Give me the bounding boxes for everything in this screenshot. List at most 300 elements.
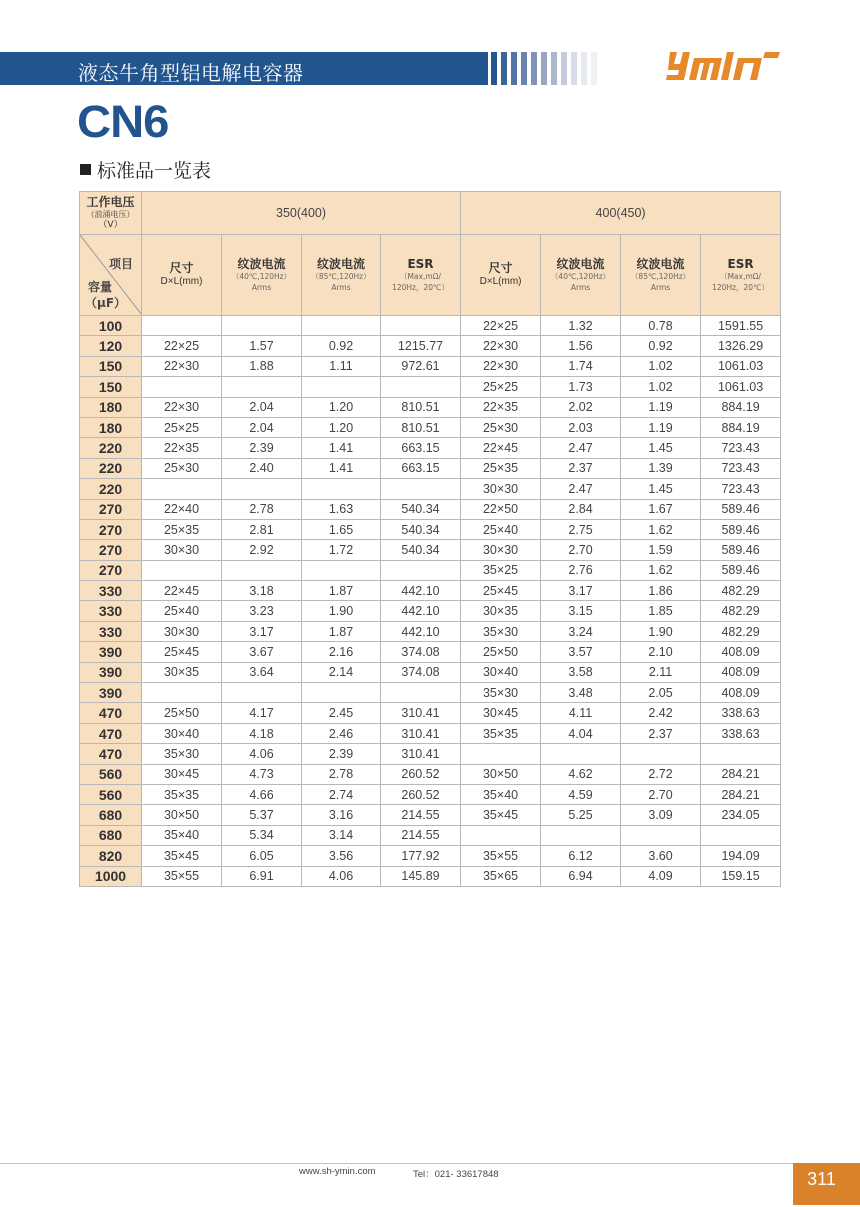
col-ripple40-b bbox=[541, 235, 621, 316]
size-cell-a: 25×35 bbox=[142, 519, 222, 539]
ripple40-cell-b: 3.57 bbox=[541, 642, 621, 662]
size-cell-b: 25×45 bbox=[461, 581, 541, 601]
esr-cell-b: 723.43 bbox=[701, 458, 781, 478]
ripple85-cell-a bbox=[302, 377, 381, 397]
table-row bbox=[80, 662, 781, 682]
esr-cell-b bbox=[701, 744, 781, 764]
ripple85-cell-a bbox=[302, 479, 381, 499]
size-cell-a bbox=[142, 683, 222, 703]
ymin-logo bbox=[664, 50, 782, 86]
ripple40-cell-a bbox=[222, 316, 302, 336]
capacitance-cell: 390 bbox=[80, 642, 142, 662]
esr-cell-b: 589.46 bbox=[701, 560, 781, 580]
ripple85-cell-a: 2.14 bbox=[302, 662, 381, 682]
esr-cell-a: 442.10 bbox=[381, 621, 461, 641]
size-cell-b bbox=[461, 825, 541, 845]
esr-cell-b: 1326.29 bbox=[701, 336, 781, 356]
ripple85-cell-a: 1.11 bbox=[302, 356, 381, 376]
col-sub: Arms bbox=[650, 283, 671, 292]
table-row bbox=[80, 683, 781, 703]
ripple40-cell-b: 3.17 bbox=[541, 581, 621, 601]
ripple40-cell-a: 6.91 bbox=[222, 866, 302, 886]
capacitance-cell: 220 bbox=[80, 479, 142, 499]
size-cell-b: 30×35 bbox=[461, 601, 541, 621]
size-cell-a bbox=[142, 316, 222, 336]
esr-cell-a bbox=[381, 377, 461, 397]
ripple85-cell-b: 1.19 bbox=[621, 397, 701, 417]
ripple40-cell-b: 5.25 bbox=[541, 805, 621, 825]
ripple85-cell-b: 1.62 bbox=[621, 560, 701, 580]
esr-cell-b: 723.43 bbox=[701, 479, 781, 499]
ripple40-cell-a: 2.04 bbox=[222, 397, 302, 417]
table-row bbox=[80, 703, 781, 723]
esr-cell-a: 214.55 bbox=[381, 825, 461, 845]
ripple85-cell-a: 1.87 bbox=[302, 621, 381, 641]
capacitance-cell: 560 bbox=[80, 784, 142, 804]
ripple85-cell-a bbox=[302, 683, 381, 703]
col-sub: D×L(mm) bbox=[479, 276, 522, 287]
size-cell-a bbox=[142, 479, 222, 499]
esr-cell-a: 374.08 bbox=[381, 662, 461, 682]
table-row bbox=[80, 417, 781, 437]
col-title: 纹波电流 bbox=[556, 257, 605, 271]
ripple40-cell-b: 1.73 bbox=[541, 377, 621, 397]
size-cell-b: 25×40 bbox=[461, 519, 541, 539]
size-cell-b: 22×30 bbox=[461, 356, 541, 376]
esr-cell-b: 1591.55 bbox=[701, 316, 781, 336]
ripple40-cell-b: 4.59 bbox=[541, 784, 621, 804]
corner-cell bbox=[80, 235, 142, 316]
ripple85-cell-a: 1.90 bbox=[302, 601, 381, 621]
ripple85-cell-a: 2.16 bbox=[302, 642, 381, 662]
ripple85-cell-b bbox=[621, 825, 701, 845]
col-sub: （85℃,120Hz） bbox=[311, 272, 371, 281]
esr-cell-b: 194.09 bbox=[701, 846, 781, 866]
table-row bbox=[80, 866, 781, 886]
esr-cell-a: 540.34 bbox=[381, 499, 461, 519]
ripple40-cell-a: 2.92 bbox=[222, 540, 302, 560]
col-sub: Arms bbox=[570, 283, 591, 292]
size-cell-b: 35×35 bbox=[461, 723, 541, 743]
ripple85-cell-a: 3.16 bbox=[302, 805, 381, 825]
esr-cell-a: 810.51 bbox=[381, 397, 461, 417]
ripple40-cell-b: 2.47 bbox=[541, 479, 621, 499]
col-sub: （Max,mΩ/ bbox=[720, 272, 762, 281]
esr-cell-a: 810.51 bbox=[381, 417, 461, 437]
esr-cell-a bbox=[381, 479, 461, 499]
esr-cell-b: 338.63 bbox=[701, 723, 781, 743]
header-stripes bbox=[491, 52, 601, 85]
esr-cell-a: 663.15 bbox=[381, 458, 461, 478]
table-row bbox=[80, 621, 781, 641]
capacitance-cell: 470 bbox=[80, 723, 142, 743]
col-size-b bbox=[461, 235, 541, 316]
size-cell-b: 22×45 bbox=[461, 438, 541, 458]
ripple85-cell-a: 1.72 bbox=[302, 540, 381, 560]
col-title: 尺寸 bbox=[169, 261, 194, 275]
table-row bbox=[80, 846, 781, 866]
capacitance-cell: 680 bbox=[80, 805, 142, 825]
ripple40-cell-b: 2.47 bbox=[541, 438, 621, 458]
ripple40-cell-a bbox=[222, 560, 302, 580]
ripple85-cell-b: 1.45 bbox=[621, 479, 701, 499]
capacitance-cell: 220 bbox=[80, 438, 142, 458]
col-sub: （40℃,120Hz） bbox=[231, 272, 292, 281]
table-row bbox=[80, 336, 781, 356]
ripple40-cell-b: 2.02 bbox=[541, 397, 621, 417]
ripple85-cell-a: 1.87 bbox=[302, 581, 381, 601]
ripple85-cell-a bbox=[302, 560, 381, 580]
size-cell-a: 35×55 bbox=[142, 866, 222, 886]
ripple85-cell-a bbox=[302, 316, 381, 336]
esr-cell-a: 663.15 bbox=[381, 438, 461, 458]
ripple85-cell-b: 4.09 bbox=[621, 866, 701, 886]
footer-website: www.sh-ymin.com bbox=[299, 1166, 376, 1177]
size-cell-b: 35×65 bbox=[461, 866, 541, 886]
size-cell-b: 25×25 bbox=[461, 377, 541, 397]
ripple85-cell-a: 2.39 bbox=[302, 744, 381, 764]
ripple40-cell-a: 2.81 bbox=[222, 519, 302, 539]
size-cell-a: 22×30 bbox=[142, 397, 222, 417]
table-row bbox=[80, 458, 781, 478]
esr-cell-b: 482.29 bbox=[701, 621, 781, 641]
ripple85-cell-a: 2.78 bbox=[302, 764, 381, 784]
ripple85-cell-a: 1.65 bbox=[302, 519, 381, 539]
ripple40-cell-a: 4.06 bbox=[222, 744, 302, 764]
capacitance-cell: 390 bbox=[80, 683, 142, 703]
ripple40-cell-a: 3.67 bbox=[222, 642, 302, 662]
ripple85-cell-b: 2.05 bbox=[621, 683, 701, 703]
size-cell-b: 35×25 bbox=[461, 560, 541, 580]
section-title-text: 标准品一览表 bbox=[97, 160, 212, 182]
esr-cell-a: 310.41 bbox=[381, 723, 461, 743]
esr-cell-b: 408.09 bbox=[701, 662, 781, 682]
table-row bbox=[80, 479, 781, 499]
ripple85-cell-b: 2.42 bbox=[621, 703, 701, 723]
voltage-group-2: 400(450) bbox=[461, 192, 781, 235]
ripple40-cell-b: 2.03 bbox=[541, 417, 621, 437]
size-cell-b: 35×30 bbox=[461, 621, 541, 641]
ripple40-cell-b: 6.94 bbox=[541, 866, 621, 886]
size-cell-b: 30×40 bbox=[461, 662, 541, 682]
size-cell-a: 25×50 bbox=[142, 703, 222, 723]
esr-cell-a: 177.92 bbox=[381, 846, 461, 866]
col-sub: （Max,mΩ/ bbox=[400, 272, 441, 281]
esr-cell-b: 284.21 bbox=[701, 764, 781, 784]
table-row bbox=[80, 377, 781, 397]
ripple85-cell-b: 1.02 bbox=[621, 356, 701, 376]
table-row bbox=[80, 805, 781, 825]
capacitance-cell: 270 bbox=[80, 560, 142, 580]
ripple85-cell-b: 3.60 bbox=[621, 846, 701, 866]
ripple40-cell-b: 2.84 bbox=[541, 499, 621, 519]
ripple85-cell-a: 1.63 bbox=[302, 499, 381, 519]
size-cell-a bbox=[142, 560, 222, 580]
ripple85-cell-b: 1.39 bbox=[621, 458, 701, 478]
size-cell-b: 30×45 bbox=[461, 703, 541, 723]
capacitance-cell: 330 bbox=[80, 581, 142, 601]
ripple40-cell-b: 1.74 bbox=[541, 356, 621, 376]
size-cell-b: 30×50 bbox=[461, 764, 541, 784]
ripple40-cell-a: 4.66 bbox=[222, 784, 302, 804]
size-cell-a: 25×25 bbox=[142, 417, 222, 437]
capacitance-cell: 270 bbox=[80, 540, 142, 560]
surge-voltage-label: （浪涌电压） bbox=[86, 210, 135, 219]
ripple85-cell-b: 1.45 bbox=[621, 438, 701, 458]
ripple40-cell-b: 2.76 bbox=[541, 560, 621, 580]
table-row bbox=[80, 356, 781, 376]
table-row bbox=[80, 642, 781, 662]
ripple85-cell-a: 1.41 bbox=[302, 458, 381, 478]
ripple85-cell-b bbox=[621, 744, 701, 764]
footer-divider bbox=[0, 1163, 793, 1164]
ripple40-cell-a: 6.05 bbox=[222, 846, 302, 866]
esr-cell-a bbox=[381, 560, 461, 580]
size-cell-a: 22×25 bbox=[142, 336, 222, 356]
ripple85-cell-a: 3.56 bbox=[302, 846, 381, 866]
size-cell-b bbox=[461, 744, 541, 764]
size-cell-a: 35×45 bbox=[142, 846, 222, 866]
esr-cell-b: 723.43 bbox=[701, 438, 781, 458]
ripple40-cell-b: 2.70 bbox=[541, 540, 621, 560]
col-sub: 120Hz，20℃） bbox=[712, 283, 769, 292]
esr-cell-a: 1215.77 bbox=[381, 336, 461, 356]
table-row bbox=[80, 519, 781, 539]
esr-cell-a: 540.34 bbox=[381, 519, 461, 539]
capacitance-cell: 680 bbox=[80, 825, 142, 845]
ripple85-cell-b: 1.59 bbox=[621, 540, 701, 560]
header-row-voltage bbox=[80, 192, 781, 235]
col-esr-b bbox=[701, 235, 781, 316]
esr-cell-a: 260.52 bbox=[381, 764, 461, 784]
ripple85-cell-a: 1.20 bbox=[302, 417, 381, 437]
ripple40-cell-b bbox=[541, 744, 621, 764]
ripple40-cell-a: 4.17 bbox=[222, 703, 302, 723]
ripple40-cell-a: 2.04 bbox=[222, 417, 302, 437]
size-cell-b: 35×40 bbox=[461, 784, 541, 804]
capacitance-cell: 180 bbox=[80, 397, 142, 417]
esr-cell-b: 1061.03 bbox=[701, 377, 781, 397]
capacitance-cell: 270 bbox=[80, 499, 142, 519]
capacitance-cell: 150 bbox=[80, 356, 142, 376]
ripple85-cell-a: 2.45 bbox=[302, 703, 381, 723]
capacitance-cell: 820 bbox=[80, 846, 142, 866]
size-cell-b: 30×30 bbox=[461, 540, 541, 560]
size-cell-a: 22×35 bbox=[142, 438, 222, 458]
size-cell-b: 35×55 bbox=[461, 846, 541, 866]
size-cell-b: 25×35 bbox=[461, 458, 541, 478]
ripple85-cell-a: 0.92 bbox=[302, 336, 381, 356]
capacitance-cell: 1000 bbox=[80, 866, 142, 886]
ripple40-cell-a: 2.39 bbox=[222, 438, 302, 458]
voltage-unit: （V） bbox=[98, 220, 123, 230]
ripple85-cell-b: 1.67 bbox=[621, 499, 701, 519]
ripple40-cell-a bbox=[222, 377, 302, 397]
esr-cell-a: 145.89 bbox=[381, 866, 461, 886]
esr-cell-a: 442.10 bbox=[381, 601, 461, 621]
size-cell-b: 22×35 bbox=[461, 397, 541, 417]
esr-cell-b: 589.46 bbox=[701, 519, 781, 539]
capacitance-cell: 120 bbox=[80, 336, 142, 356]
col-sub: D×L(mm) bbox=[160, 276, 203, 287]
table-row bbox=[80, 540, 781, 560]
size-cell-a: 30×30 bbox=[142, 540, 222, 560]
page-number: 311 bbox=[807, 1169, 836, 1189]
ripple85-cell-b: 0.78 bbox=[621, 316, 701, 336]
ripple85-cell-b: 1.86 bbox=[621, 581, 701, 601]
size-cell-b: 35×45 bbox=[461, 805, 541, 825]
ripple40-cell-b: 4.11 bbox=[541, 703, 621, 723]
voltage-header-cell bbox=[80, 192, 142, 235]
table-row bbox=[80, 764, 781, 784]
table-row bbox=[80, 397, 781, 417]
esr-cell-b: 408.09 bbox=[701, 683, 781, 703]
ripple40-cell-a: 2.40 bbox=[222, 458, 302, 478]
table-row bbox=[80, 499, 781, 519]
size-cell-a: 22×45 bbox=[142, 581, 222, 601]
size-cell-a: 25×45 bbox=[142, 642, 222, 662]
esr-cell-b: 408.09 bbox=[701, 642, 781, 662]
square-bullet-icon bbox=[80, 164, 91, 175]
size-cell-b: 22×30 bbox=[461, 336, 541, 356]
capacitance-cell: 470 bbox=[80, 703, 142, 723]
ripple85-cell-b: 3.09 bbox=[621, 805, 701, 825]
ripple85-cell-b: 1.19 bbox=[621, 417, 701, 437]
ripple85-cell-b: 2.72 bbox=[621, 764, 701, 784]
col-sub: （85℃,120Hz） bbox=[630, 272, 691, 281]
table-row bbox=[80, 438, 781, 458]
ripple40-cell-a: 3.23 bbox=[222, 601, 302, 621]
capacity-unit: （μF） bbox=[85, 296, 127, 310]
size-cell-b: 35×30 bbox=[461, 683, 541, 703]
item-label: 项目 bbox=[108, 257, 133, 271]
voltage-group-1: 350(400) bbox=[142, 192, 461, 235]
capacitance-cell: 390 bbox=[80, 662, 142, 682]
size-cell-a: 35×30 bbox=[142, 744, 222, 764]
size-cell-a: 35×40 bbox=[142, 825, 222, 845]
esr-cell-b: 884.19 bbox=[701, 417, 781, 437]
col-title: 纹波电流 bbox=[316, 257, 365, 271]
col-title: 尺寸 bbox=[488, 261, 513, 275]
size-cell-b: 22×25 bbox=[461, 316, 541, 336]
capacitance-cell: 100 bbox=[80, 316, 142, 336]
ripple40-cell-b: 1.32 bbox=[541, 316, 621, 336]
col-ripple85-b bbox=[621, 235, 701, 316]
capacitance-cell: 560 bbox=[80, 764, 142, 784]
ripple85-cell-a: 4.06 bbox=[302, 866, 381, 886]
size-cell-a: 22×40 bbox=[142, 499, 222, 519]
esr-cell-b: 234.05 bbox=[701, 805, 781, 825]
size-cell-a bbox=[142, 377, 222, 397]
ripple40-cell-b: 2.37 bbox=[541, 458, 621, 478]
voltage-label: 工作电压 bbox=[86, 195, 135, 209]
esr-cell-b: 589.46 bbox=[701, 540, 781, 560]
esr-cell-b: 482.29 bbox=[701, 601, 781, 621]
esr-cell-a: 442.10 bbox=[381, 581, 461, 601]
esr-cell-b: 482.29 bbox=[701, 581, 781, 601]
ripple40-cell-b: 2.75 bbox=[541, 519, 621, 539]
size-cell-b: 22×50 bbox=[461, 499, 541, 519]
ripple85-cell-b: 0.92 bbox=[621, 336, 701, 356]
footer-tel: Tel：021- 33617848 bbox=[413, 1169, 499, 1180]
col-ripple85-a bbox=[302, 235, 381, 316]
col-sub: Arms bbox=[251, 283, 272, 292]
ripple40-cell-b: 3.48 bbox=[541, 683, 621, 703]
ripple85-cell-b: 1.90 bbox=[621, 621, 701, 641]
esr-cell-a: 260.52 bbox=[381, 784, 461, 804]
col-title: 纹波电流 bbox=[237, 257, 286, 271]
ripple40-cell-a bbox=[222, 683, 302, 703]
capacitance-cell: 180 bbox=[80, 417, 142, 437]
table-row bbox=[80, 825, 781, 845]
col-esr-a bbox=[381, 235, 461, 316]
ripple40-cell-b: 4.62 bbox=[541, 764, 621, 784]
ripple40-cell-a: 3.17 bbox=[222, 621, 302, 641]
ripple85-cell-b: 1.85 bbox=[621, 601, 701, 621]
size-cell-a: 30×30 bbox=[142, 621, 222, 641]
ripple40-cell-a bbox=[222, 479, 302, 499]
ripple40-cell-b: 3.58 bbox=[541, 662, 621, 682]
table-row bbox=[80, 784, 781, 804]
col-size-a bbox=[142, 235, 222, 316]
esr-cell-a: 374.08 bbox=[381, 642, 461, 662]
category-title: 液态牛角型铝电解电容器 bbox=[78, 61, 304, 85]
table-row bbox=[80, 601, 781, 621]
ripple85-cell-b: 2.11 bbox=[621, 662, 701, 682]
ripple85-cell-a: 3.14 bbox=[302, 825, 381, 845]
capacity-label: 容量 bbox=[88, 280, 113, 294]
size-cell-a: 30×40 bbox=[142, 723, 222, 743]
esr-cell-a bbox=[381, 316, 461, 336]
ripple40-cell-b: 1.56 bbox=[541, 336, 621, 356]
size-cell-a: 30×35 bbox=[142, 662, 222, 682]
spec-table bbox=[79, 191, 781, 887]
ripple40-cell-a: 5.34 bbox=[222, 825, 302, 845]
ripple40-cell-a: 5.37 bbox=[222, 805, 302, 825]
capacitance-cell: 470 bbox=[80, 744, 142, 764]
ripple40-cell-a: 4.73 bbox=[222, 764, 302, 784]
size-cell-a: 25×40 bbox=[142, 601, 222, 621]
ripple40-cell-a: 1.57 bbox=[222, 336, 302, 356]
ripple40-cell-a: 2.78 bbox=[222, 499, 302, 519]
header-row-columns bbox=[80, 235, 781, 316]
ripple40-cell-a: 3.64 bbox=[222, 662, 302, 682]
ripple40-cell-b: 3.24 bbox=[541, 621, 621, 641]
ripple40-cell-b: 6.12 bbox=[541, 846, 621, 866]
size-cell-a: 30×45 bbox=[142, 764, 222, 784]
ripple85-cell-b: 2.10 bbox=[621, 642, 701, 662]
table-row bbox=[80, 581, 781, 601]
capacitance-cell: 220 bbox=[80, 458, 142, 478]
table-row bbox=[80, 723, 781, 743]
col-sub: （40℃,120Hz） bbox=[550, 272, 611, 281]
ripple40-cell-a: 4.18 bbox=[222, 723, 302, 743]
ripple40-cell-b: 3.15 bbox=[541, 601, 621, 621]
ripple40-cell-b bbox=[541, 825, 621, 845]
col-title: 纹波电流 bbox=[636, 257, 685, 271]
size-cell-a: 22×30 bbox=[142, 356, 222, 376]
col-sub: Arms bbox=[331, 283, 351, 292]
ripple40-cell-a: 3.18 bbox=[222, 581, 302, 601]
ripple40-cell-b: 4.04 bbox=[541, 723, 621, 743]
esr-cell-a: 214.55 bbox=[381, 805, 461, 825]
size-cell-a: 35×35 bbox=[142, 784, 222, 804]
size-cell-b: 25×50 bbox=[461, 642, 541, 662]
ripple40-cell-a: 1.88 bbox=[222, 356, 302, 376]
capacitance-cell: 150 bbox=[80, 377, 142, 397]
section-title bbox=[80, 156, 211, 183]
esr-cell-a: 310.41 bbox=[381, 703, 461, 723]
